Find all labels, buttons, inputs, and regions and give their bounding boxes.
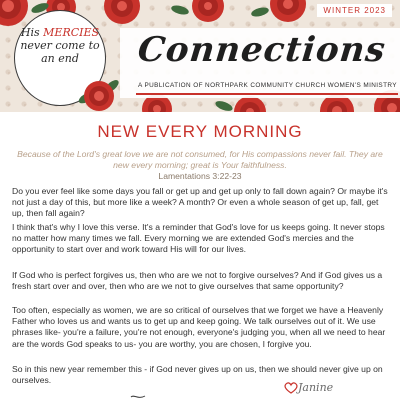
scripture-verse: Because of the Lord's great love we are not consumed, for His compassions never fail. They are new every morning; great is Your faithfulness. [17,149,383,170]
leaf-decoration-icon [170,4,190,16]
article-paragraph: Do you ever feel like some days you fall or get up and get up only to fall down again? Or maybe it's not just a day of this, but more like a week? A month? Or even a whole season of get up, fall, get up, then fall again? [12,186,388,219]
author-signature: Janine [298,381,334,394]
ornament-icon [130,394,146,400]
article-title: NEW EVERY MORNING [97,122,303,141]
article-paragraph: I think that's why I love this verse. It's a reminder that God's love for us keeps going. It never stops no matter how many times we fall. Every morning we are extended God's mercies and the opportunity to start over and work toward His will for our lives. [12,222,385,255]
scripture-reference: Lamentations 3:22-23 [158,171,242,181]
rose-decoration-icon [268,0,308,24]
rose-decoration-icon [102,0,142,26]
leaf-decoration-icon [214,100,234,112]
header-banner [0,0,400,112]
badge-text [18,26,102,65]
article-paragraph: Too often, especially as women, we are so critical of ourselves that we forget we have a Heavenly Father who loves us and wants us to get up and keep going. We talk ourselves out of it. We use phrases like- you're a failure, you're not enough, everyone's judging you, when all we need to hear are the words God speaks to us- you are worthy, you are chosen, I forgive you. [12,305,386,349]
rose-decoration-icon [190,0,226,24]
rose-decoration-icon [0,0,30,28]
badge-line3: an end [41,52,79,65]
season-label: WINTER 2023 [317,4,392,17]
title-divider [136,93,398,95]
publication-subtitle: A PUBLICATION OF NORTHPARK COMMUNITY CHURCH WOMEN'S MINISTRY [138,82,397,89]
leaf-decoration-icon [250,6,270,18]
article-paragraph: So in this new year remember this - if God never gives up on us, then we should never give up on ourselves. [12,364,383,386]
article-paragraph: If God who is perfect forgives us, then who are we not to forgive ourselves? And if God gives us a fresh start over and over, then who are we not to give ourselves that same opportunity? [12,270,383,292]
badge-rose-icon [78,76,120,112]
badge-line1-prefix: His [20,26,40,39]
badge-line2: never come to [20,39,100,52]
publication-title: Connections [135,30,388,70]
badge-line1-highlight: MERCIES [43,26,100,39]
heart-icon [284,382,298,394]
